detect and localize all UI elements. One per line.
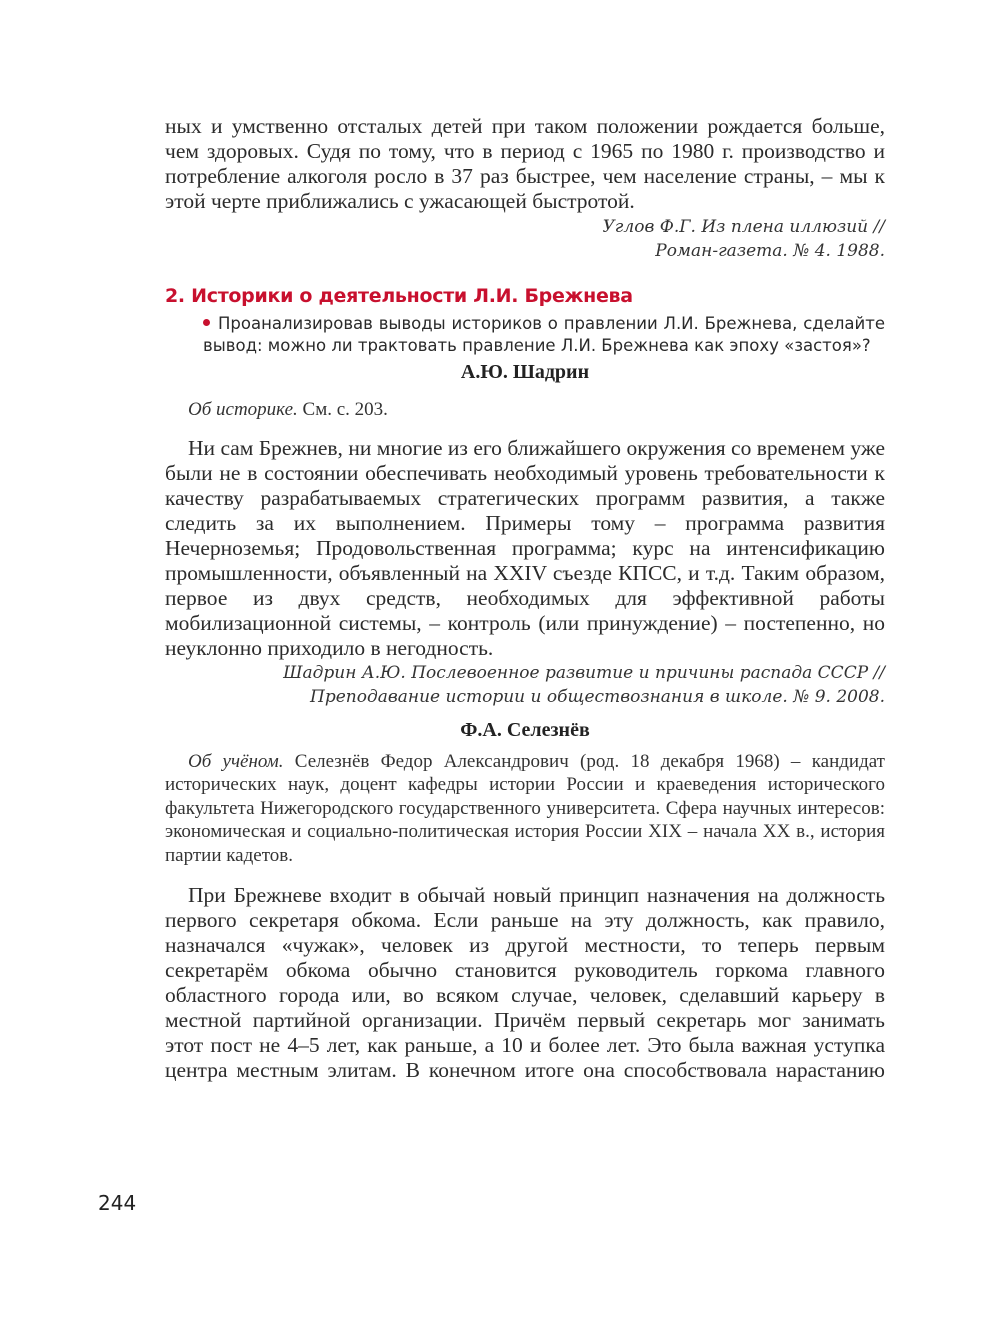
quote-shadrin: Ни сам Брежнев, ни многие из его ближайшего окружения со временем уже были не в состоянии обеспечивать необходимый уровень требовательности к качеству разрабатываемых стратегических программ развития, а также следить за их выполнением. Примеры тому – программа развития Нечерноземья; Продовольственная программа; курс на интенсификацию промышленности, объявленный на XXIV съезде КПСС, и т.д. Таким образом, первое из двух средств, необходимых для эффективной работы мобилизационной системы, – контроль (или принуждение) – постепенно, но неуклонно приходило в негодность.	[165, 435, 885, 660]
shadrin-citation-line-1: Шадрин А.Ю. Послевоенное развитие и причины распада СССР //	[283, 662, 885, 683]
intro-paragraph: ных и умственно отсталых детей при таком положении рождается больше, чем здоровых. Судя по тому, что в период с 1965 по 1980 г. производство и потребление алкоголя росло в 37 раз быстрее, чем население страны, – мы к этой черте приближались с ужасающей быстротой.	[165, 114, 885, 213]
quote-seleznev: При Брежневе входит в обычай новый принцип назначения на должность первого секретаря обкома. Если раньше на эту должность, как правило, назначался «чужак», человек из другой местности, то теперь первым секретарём обкома обычно становится руководитель горкома главного областного города или, во всяком случае, человек, сделавший карьеру в местной партийной организации. Причём первый секретарь мог занимать этот пост не 4–5 лет, как раньше, а 10 и более лет. Это была важная уступка центра местным элитам. В конечном итоге она способствовала нарастанию	[165, 883, 885, 1082]
about-lead: Об историке.	[188, 399, 298, 420]
page-number: 244	[98, 1191, 137, 1215]
about-lead: Об учёном.	[188, 750, 284, 772]
intro-citation-line-1: Углов Ф.Г. Из плена иллюзий //	[602, 217, 885, 237]
bullet-icon	[203, 319, 210, 326]
task-text: Проанализировав выводы историков о правлении Л.И. Брежнева, сделайте вывод: можно ли трактовать правление Л.И. Брежнева как эпоху «застоя»?	[203, 314, 885, 355]
shadrin-citation-line-2: Преподавание истории и обществознания в школе. № 9. 2008.	[310, 686, 885, 707]
intro-citation-line-2: Роман-газета. № 4. 1988.	[655, 241, 885, 261]
page-body	[165, 114, 885, 1083]
about-shadrin	[188, 398, 885, 422]
task-block	[203, 313, 885, 357]
author-name-seleznev: Ф.А. Селезнёв	[460, 718, 590, 741]
about-seleznev	[165, 750, 885, 868]
about-text: Селезнёв Федор Александрович (род. 18 декабря 1968) – кандидат исторических наук, доцент кафедры истории России и краеведения исторического факультета Нижегородского государственного университета. Сфера научных интересов: экономическая и социально-политическая история России XIX – начала XX в., история партии кадетов.	[165, 750, 885, 866]
author-name-shadrin: А.Ю. Шадрин	[460, 361, 590, 383]
about-text: См. с. 203.	[297, 399, 388, 420]
section-title: 2. Историки о деятельности Л.И. Брежнева	[165, 285, 633, 307]
